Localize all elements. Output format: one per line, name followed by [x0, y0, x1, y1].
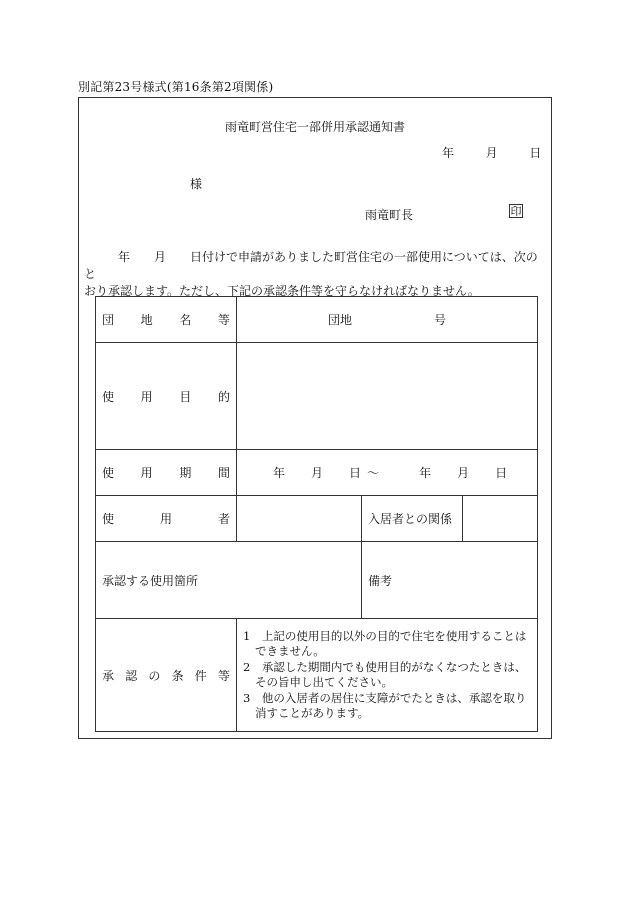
row-place: [96, 542, 538, 619]
issuer-name: 雨竜町長: [365, 208, 414, 222]
value-user[interactable]: [237, 496, 362, 542]
row-user: [96, 496, 538, 542]
label-conditions: 承 認 の 条 件 等: [96, 619, 237, 732]
label-danchi: 団 地 名 等: [96, 297, 237, 343]
notice-line-2: おり承認します。ただし、下記の承認条件等を守らなければなりません。: [84, 284, 480, 298]
condition-item: 3 他の入居者の居住に支障がでたときは、承認を取り消すことがあります。: [243, 690, 527, 720]
body-line1-rest: 日付けで申請がありました町営住宅の一部使用については、次のと: [84, 250, 538, 281]
go-text: 号: [434, 313, 447, 327]
row-period: [96, 450, 538, 496]
notice-body: [84, 249, 548, 300]
row-purpose: [96, 343, 538, 450]
label-place[interactable]: 承認する使用箇所: [96, 542, 362, 619]
date-day: 日: [529, 146, 542, 160]
date-month: 月: [485, 146, 498, 160]
condition-item: 1 上記の使用目的以外の目的で住宅を使用することはできません。: [243, 628, 527, 658]
form-caption: 別記第23号様式(第16条第2項関係): [78, 80, 274, 94]
seal-mark: 印: [510, 205, 522, 218]
notice-line-1: [84, 249, 548, 283]
condition-item: 2 承認した期間内でも使用目的がなくなつたときは、その旨申し出てください。: [243, 659, 527, 689]
body-year: 年: [118, 250, 131, 264]
value-danchi[interactable]: [237, 297, 538, 343]
document-title: 雨竜町営住宅一部併用承認通知書: [224, 120, 405, 134]
conditions-list: [237, 619, 538, 732]
label-user: 使 用 者: [96, 496, 237, 542]
value-relation[interactable]: [463, 496, 538, 542]
addressee-suffix: 様: [190, 177, 203, 191]
label-period: 使 用 期 間: [96, 450, 237, 496]
approval-table: [95, 296, 538, 732]
body-month: 月: [154, 250, 167, 264]
label-purpose: 使 用 目 的: [96, 343, 237, 450]
label-relation: 入居者との関係: [362, 496, 463, 542]
period-tilde: ～: [367, 466, 380, 480]
row-danchi: [96, 297, 538, 343]
value-period[interactable]: 年 月 日 ～ 年 月 日: [237, 450, 538, 496]
row-conditions: [96, 619, 538, 732]
issue-date: [442, 144, 541, 161]
danchi-text: 団地: [327, 313, 352, 327]
date-year: 年: [442, 146, 455, 160]
label-remarks[interactable]: 備考: [362, 542, 538, 619]
value-purpose[interactable]: [237, 343, 538, 450]
